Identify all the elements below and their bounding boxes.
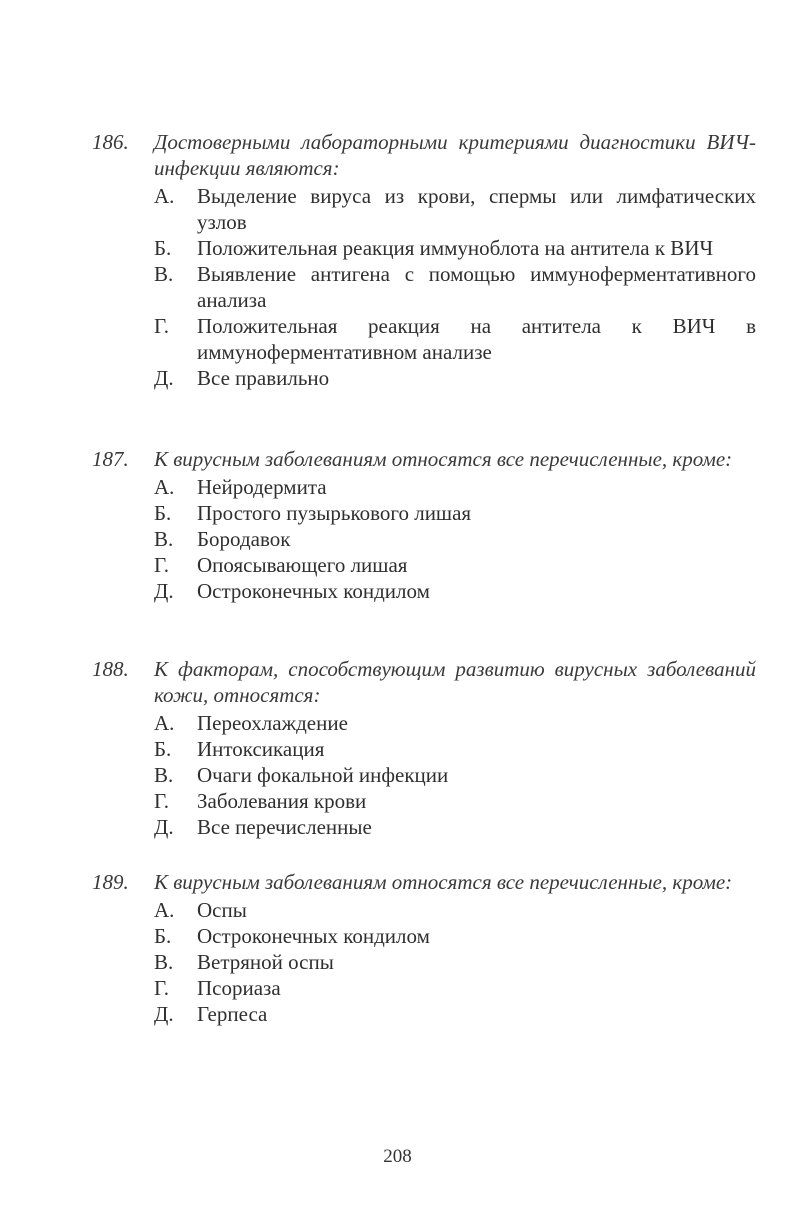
option-v <box>154 261 756 313</box>
option-text: Заболевания крови <box>197 789 367 813</box>
option-g <box>154 788 756 814</box>
option-d <box>154 1001 756 1027</box>
option-text: Простого пузырькового лишая <box>197 501 472 525</box>
option-letter: В. <box>154 950 174 974</box>
question-text: Достоверными лабораторными критериями диагностики ВИЧ-инфекции являются: <box>154 130 756 180</box>
question-header <box>92 869 756 895</box>
question-number: 186. <box>92 130 129 154</box>
option-v <box>154 949 756 975</box>
option-letter: Г. <box>154 553 170 577</box>
question-header <box>92 129 756 181</box>
option-text: Герпеса <box>197 1002 268 1026</box>
option-letter: В. <box>154 763 174 787</box>
option-letter: Д. <box>154 366 174 390</box>
option-v <box>154 762 756 788</box>
option-text: Очаги фокальной инфекции <box>197 763 449 787</box>
option-letter: Б. <box>154 924 172 948</box>
option-text: Псориаза <box>197 976 281 1000</box>
option-text: Остроконечных кондилом <box>197 924 430 948</box>
option-text: Оспы <box>197 898 247 922</box>
option-b <box>154 235 756 261</box>
page-number: 208 <box>383 1146 412 1167</box>
option-b <box>154 736 756 762</box>
question-188 <box>92 656 756 840</box>
question-text: К вирусным заболеваниям относятся все перечисленные, кроме: <box>154 447 733 471</box>
question-number: 188. <box>92 657 129 681</box>
question-text: К вирусным заболеваниям относятся все перечисленные, кроме: <box>154 870 733 894</box>
option-text: Все перечисленные <box>197 815 372 839</box>
question-text: К факторам, способствующим развитию вирусных заболеваний кожи, относятся: <box>154 657 756 707</box>
option-d <box>154 365 756 391</box>
option-text: Интоксикация <box>197 737 325 761</box>
option-text: Положительная реакция на антитела к ВИЧ в иммуноферментативном анализе <box>197 314 756 364</box>
option-v <box>154 526 756 552</box>
option-letter: Г. <box>154 314 170 338</box>
option-text: Нейродермита <box>197 475 327 499</box>
option-text: Положительная реакция иммуноблота на антитела к ВИЧ <box>197 236 714 260</box>
option-a <box>154 183 756 235</box>
option-text: Выделение вируса из крови, спермы или лимфатических узлов <box>197 184 756 234</box>
option-text: Переохлаждение <box>197 711 348 735</box>
question-186 <box>92 129 756 391</box>
option-g <box>154 552 756 578</box>
option-a <box>154 710 756 736</box>
option-a <box>154 474 756 500</box>
option-text: Все правильно <box>197 366 330 390</box>
question-header <box>92 446 756 472</box>
option-letter: Д. <box>154 815 174 839</box>
question-number: 189. <box>92 870 129 894</box>
option-b <box>154 500 756 526</box>
option-g <box>154 975 756 1001</box>
question-189 <box>92 869 756 1027</box>
answer-options <box>154 710 756 840</box>
question-number: 187. <box>92 447 129 471</box>
option-letter: А. <box>154 184 175 208</box>
option-letter: Г. <box>154 789 170 813</box>
option-letter: А. <box>154 475 175 499</box>
option-text: Опоясывающего лишая <box>197 553 408 577</box>
answer-options <box>154 474 756 604</box>
option-letter: Б. <box>154 236 172 260</box>
answer-options <box>154 183 756 391</box>
question-187 <box>92 446 756 604</box>
option-letter: Г. <box>154 976 170 1000</box>
option-letter: Б. <box>154 501 172 525</box>
option-d <box>154 578 756 604</box>
option-letter: А. <box>154 711 175 735</box>
question-header <box>92 656 756 708</box>
option-text: Ветряной оспы <box>197 950 334 974</box>
option-letter: Б. <box>154 737 172 761</box>
option-letter: А. <box>154 898 175 922</box>
option-a <box>154 897 756 923</box>
option-text: Остроконечных кондилом <box>197 579 430 603</box>
option-b <box>154 923 756 949</box>
option-letter: Д. <box>154 579 174 603</box>
option-text: Выявление антигена с помощью иммуноферментативного анализа <box>197 262 756 312</box>
option-d <box>154 814 756 840</box>
option-letter: Д. <box>154 1002 174 1026</box>
answer-options <box>154 897 756 1027</box>
option-text: Бородавок <box>197 527 291 551</box>
option-letter: В. <box>154 262 174 286</box>
option-g <box>154 313 756 365</box>
option-letter: В. <box>154 527 174 551</box>
